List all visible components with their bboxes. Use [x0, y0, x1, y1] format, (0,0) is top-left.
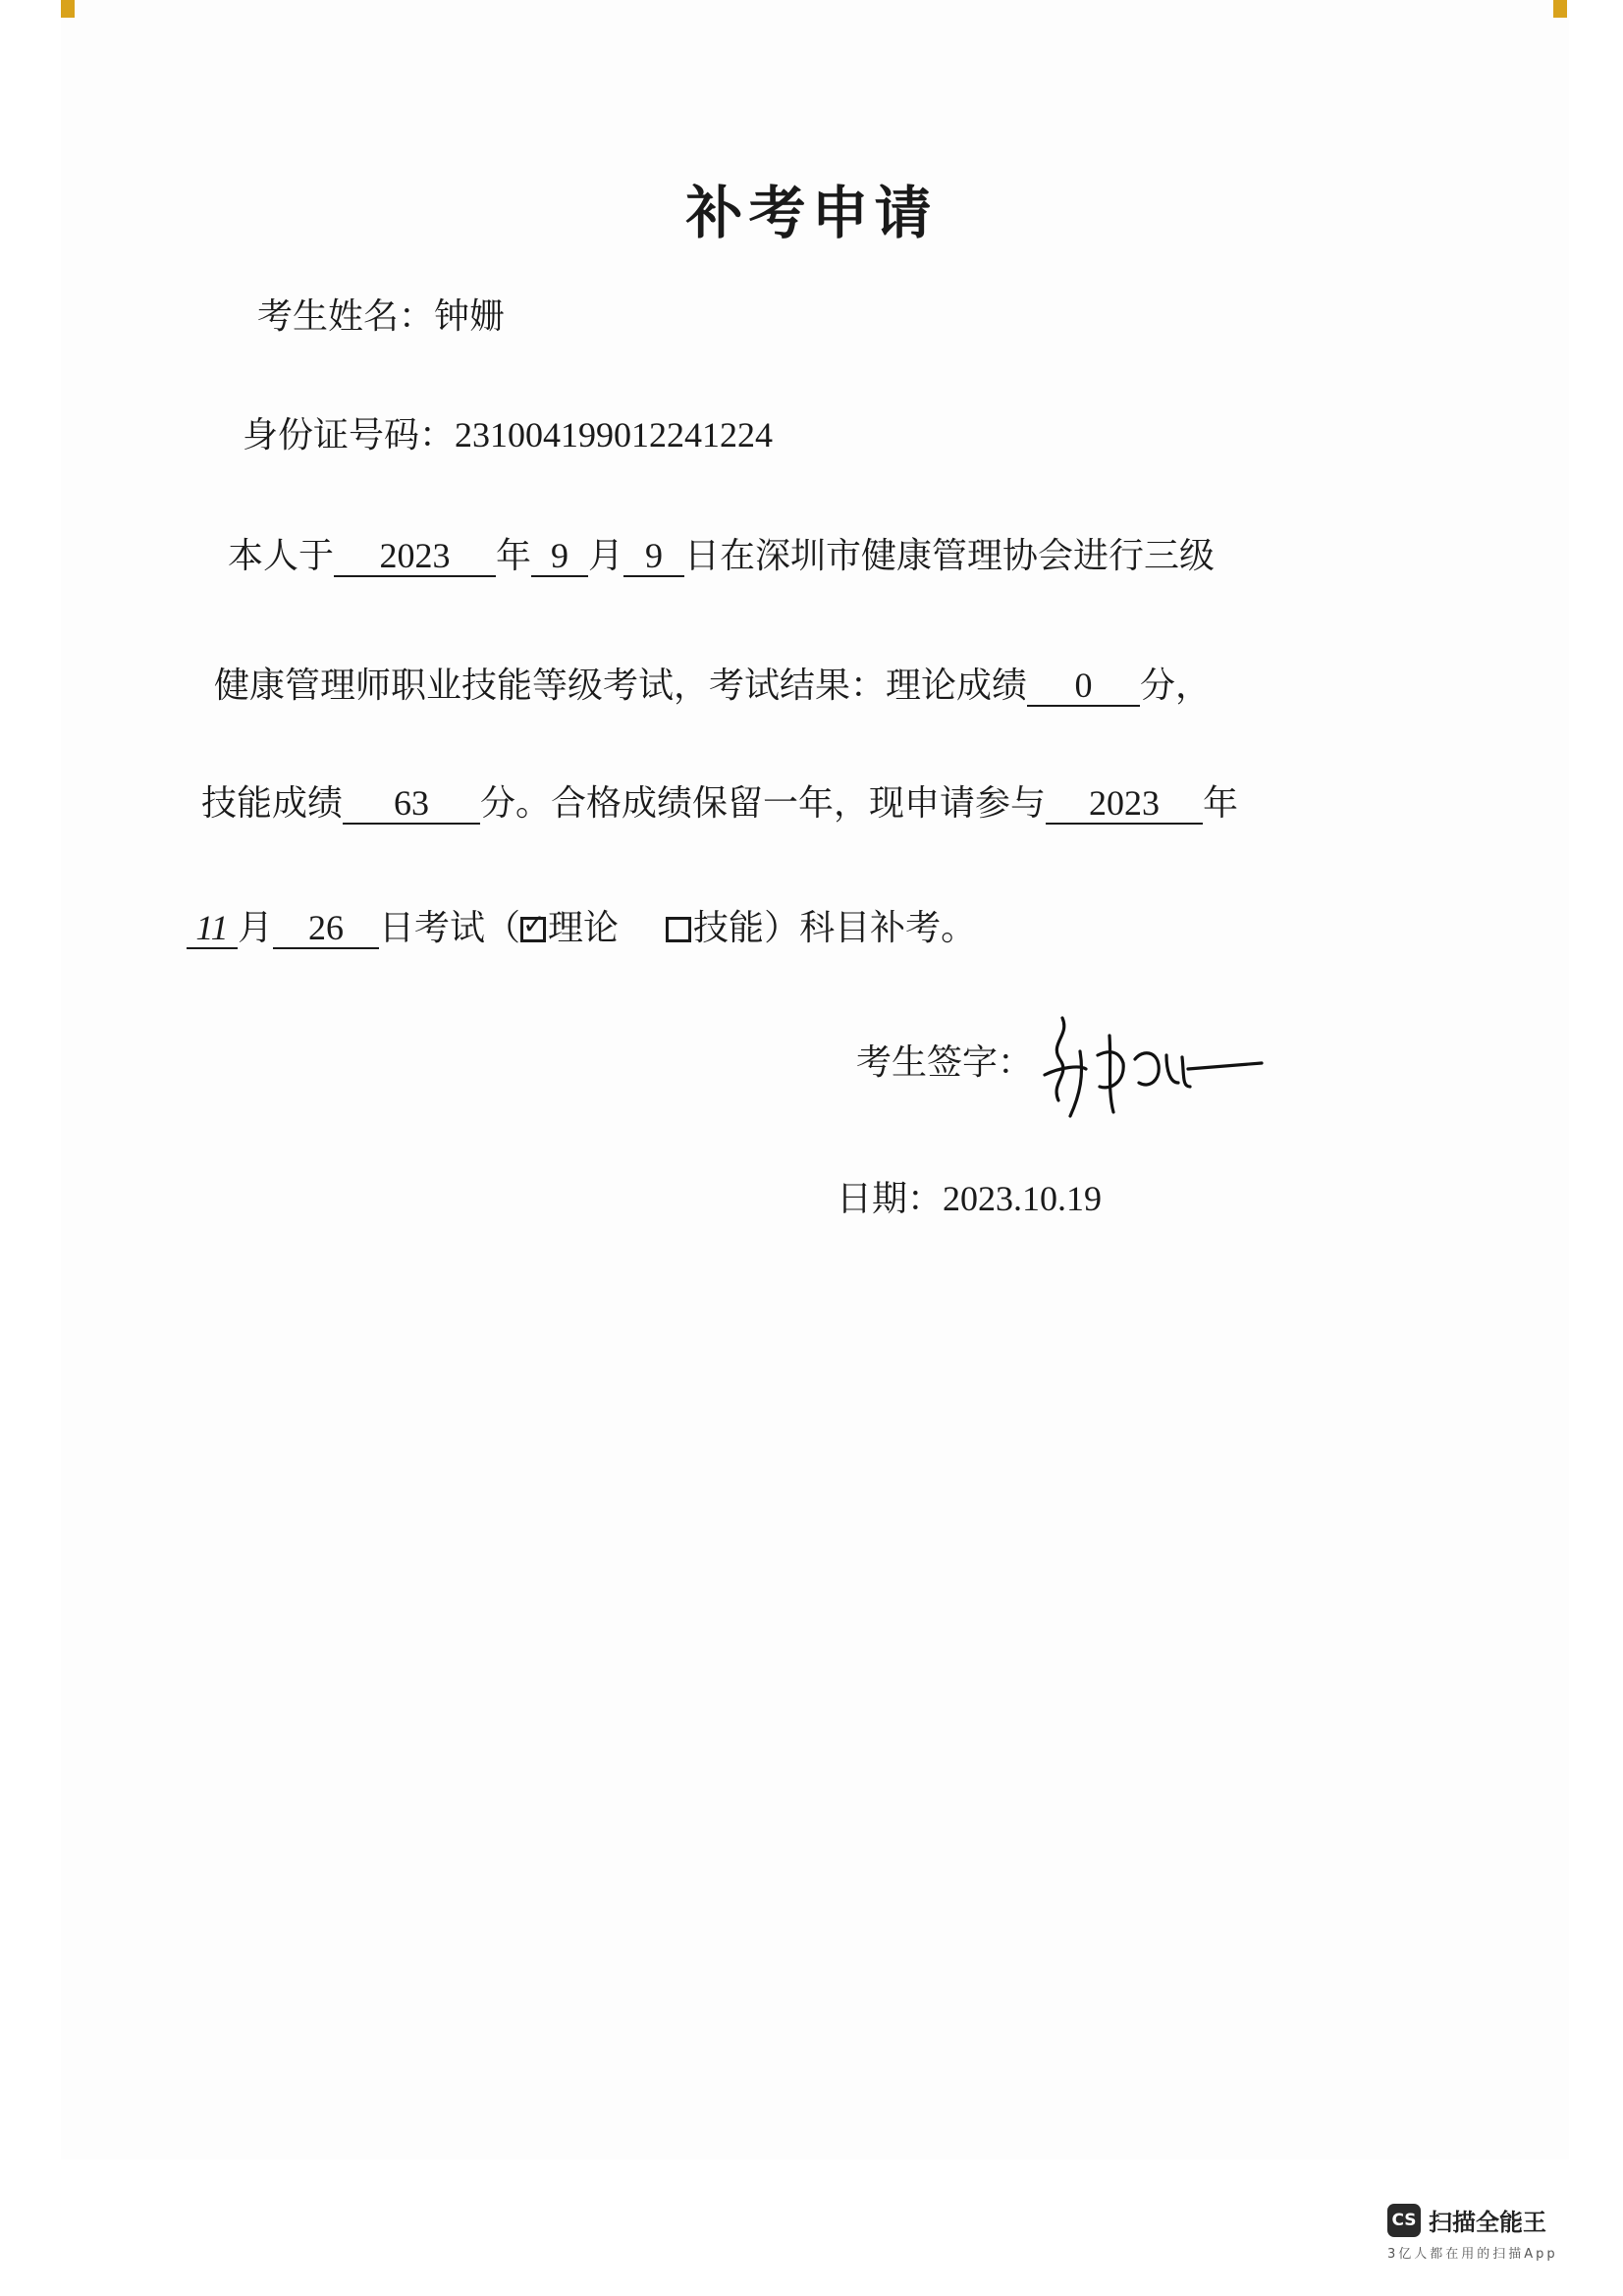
id-value: 231004199012241224: [455, 415, 774, 454]
id-line: [243, 417, 773, 454]
exam-year-field: 2023: [334, 538, 496, 577]
theory-score-field: 0: [1027, 667, 1140, 707]
watermark-name: 扫描全能王: [1429, 2209, 1546, 2236]
p1-text-1: 本人于: [228, 536, 335, 576]
p4-text-2: 日考试（: [379, 908, 521, 948]
watermark-subtitle: 3亿人都在用的扫描App: [1387, 2247, 1558, 2262]
theory-checkbox: [520, 908, 546, 942]
p3-text-3: 年: [1203, 783, 1239, 824]
name-line: [257, 296, 506, 337]
p1-text-2: 年: [496, 536, 532, 576]
exam-day-field: 9: [623, 538, 684, 577]
skill-option-label: 技能: [693, 908, 765, 948]
signature-line: [856, 1042, 1034, 1083]
retake-day-field: 26: [273, 910, 379, 949]
skill-score-field: 63: [343, 785, 480, 825]
p2-text-2: 分，: [1140, 666, 1212, 706]
name-label: 考生姓名：: [257, 296, 435, 337]
date-label: 日期：: [837, 1179, 944, 1219]
scan-corner-mark: [61, 0, 75, 18]
handwritten-signature: [1041, 1006, 1267, 1124]
paragraph-line-3: [201, 785, 1238, 825]
checkmark-icon: ✓: [522, 908, 546, 940]
scanner-watermark: [1387, 2203, 1558, 2262]
p1-text-4: 日在深圳市健康管理协会进行三级: [684, 536, 1216, 576]
name-value: 钟姗: [434, 296, 506, 337]
p2-text-1: 健康管理师职业技能等级考试，考试结果：理论成绩: [214, 666, 1028, 706]
exam-month-field: 9: [531, 538, 588, 577]
p3-text-2: 分。合格成绩保留一年，现申请参与: [480, 783, 1047, 824]
signature-label: 考生签字：: [856, 1042, 1034, 1083]
p4-text-3: ）科目补考。: [764, 908, 977, 948]
paragraph-line-1: [228, 538, 1215, 577]
id-label: 身份证号码：: [243, 415, 456, 455]
camscanner-logo-icon: CS: [1387, 2204, 1421, 2237]
retake-year-field: 2023: [1046, 785, 1203, 825]
skill-checkbox: [666, 917, 691, 942]
paragraph-line-2: [214, 667, 1211, 707]
p3-text-1: 技能成绩: [201, 783, 344, 824]
date-value: 2023.10.19: [943, 1179, 1103, 1218]
date-line: [837, 1181, 1102, 1217]
theory-option-label: 理论: [548, 908, 620, 948]
retake-month-field: 11: [187, 910, 238, 949]
p1-text-3: 月: [588, 536, 624, 576]
scan-corner-mark: [1553, 0, 1567, 18]
p4-text-1: 月: [238, 908, 274, 948]
document-title: 补考申请: [685, 180, 938, 246]
paragraph-line-4: [187, 910, 976, 949]
